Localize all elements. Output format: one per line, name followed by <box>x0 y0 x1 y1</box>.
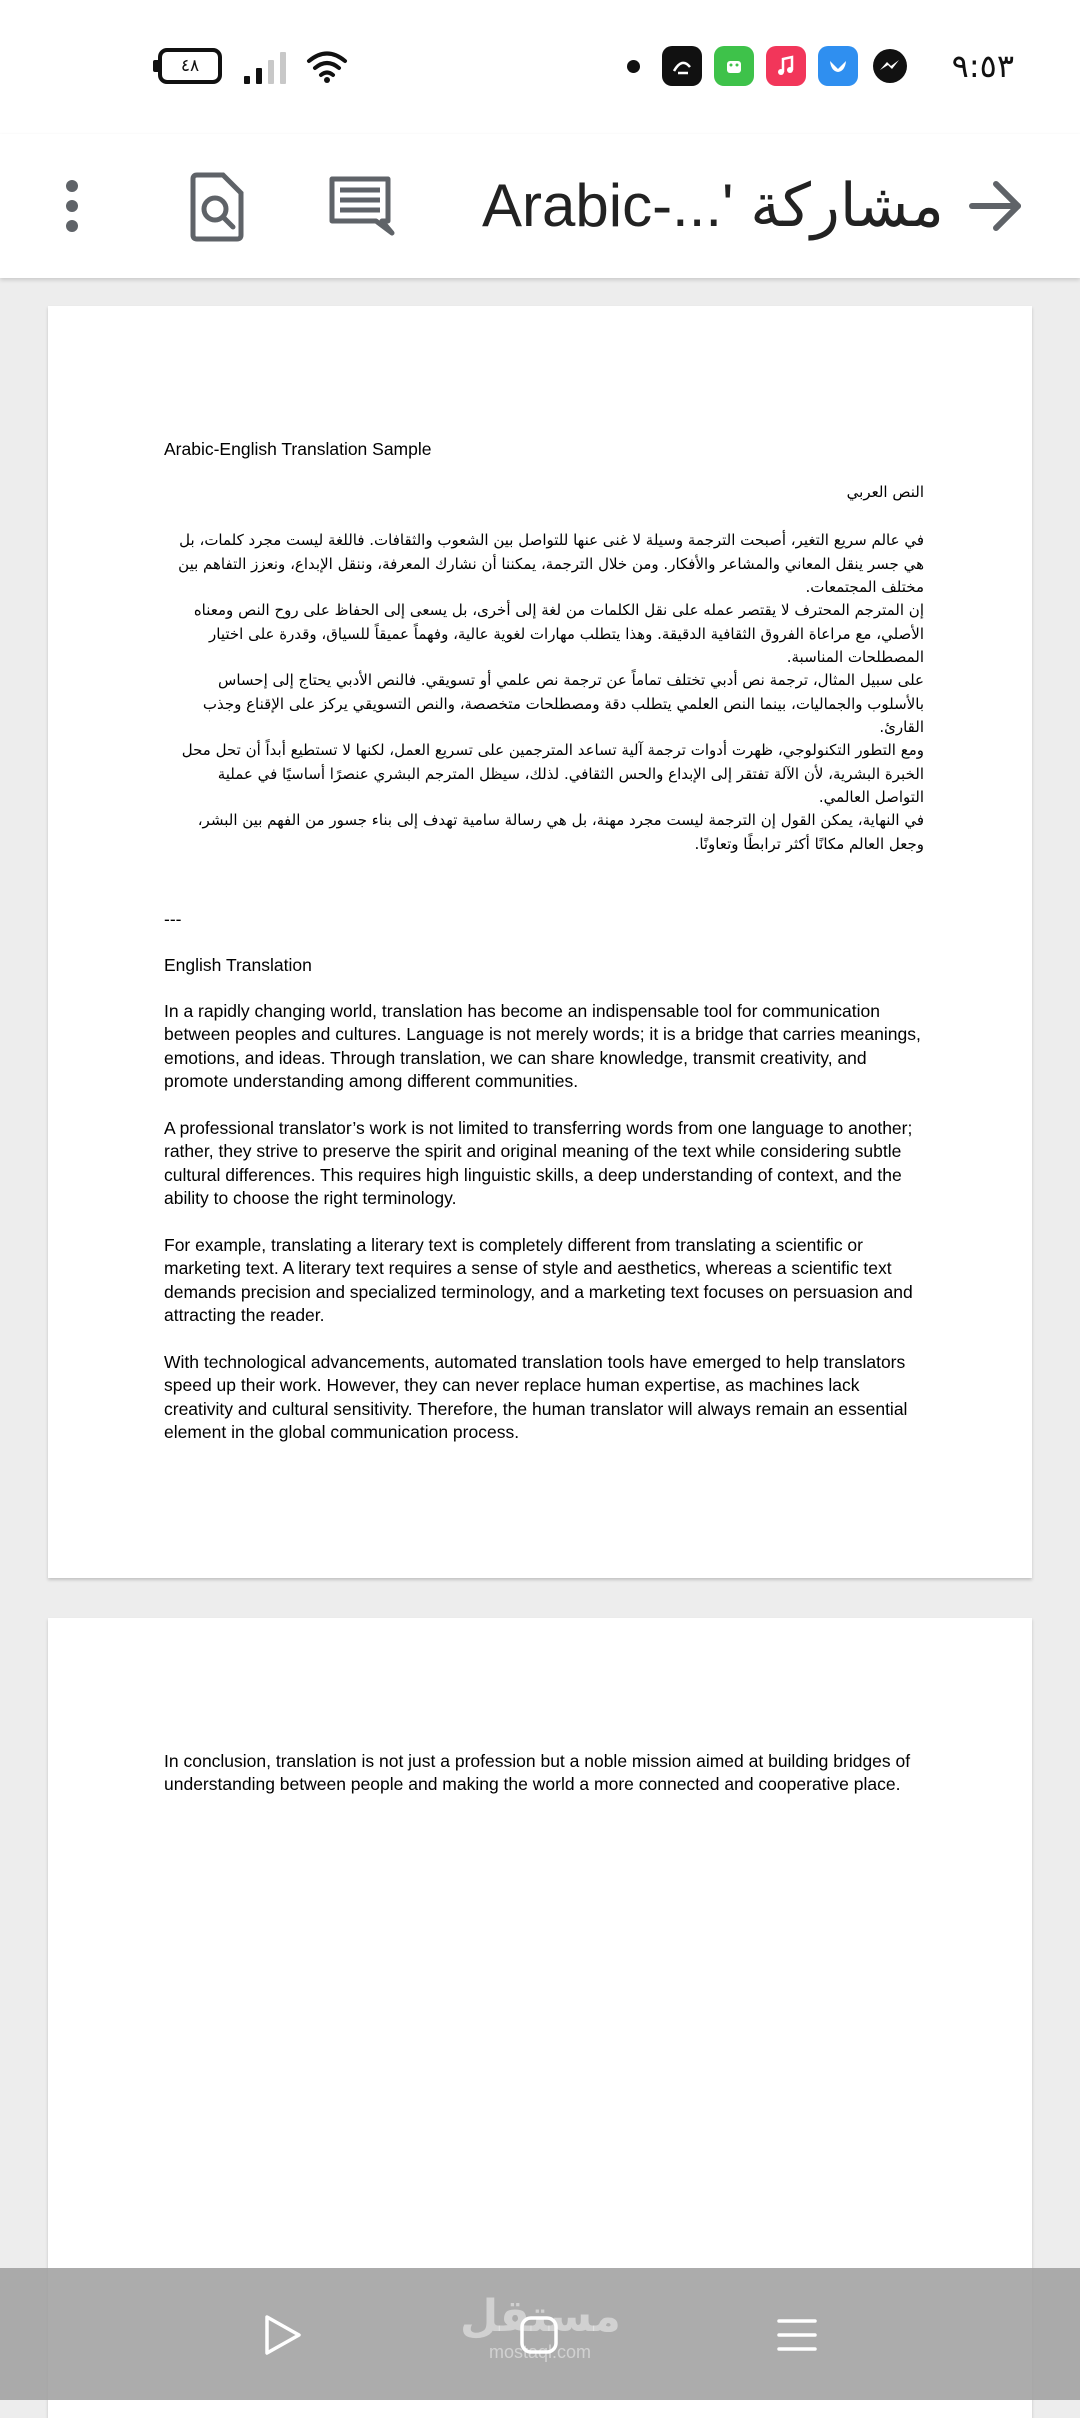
back-button[interactable] <box>960 170 1032 242</box>
nav-home-button[interactable] <box>506 2302 572 2368</box>
english-paragraph-1: In a rapidly changing world, translation has become an indispensable tool for communication between peoples and cultures. Language is not merely words; it is a bridge that carries meanings, emotions, and ideas. Through translation, we can share knowledge, transmit creativity, and promote understanding among different communities. <box>164 1000 921 1091</box>
nav-recents-button[interactable] <box>764 2302 830 2368</box>
arabic-heading: النص العربي <box>846 483 924 501</box>
battery-level: ٤٨ <box>180 56 200 76</box>
document-title: Arabic-...' مشاركة <box>482 172 944 239</box>
english-heading: English Translation <box>164 954 312 975</box>
section-separator: --- <box>164 908 182 929</box>
nav-recents-icon <box>777 2315 817 2355</box>
arrow-forward-icon <box>968 178 1024 234</box>
english-paragraph-4: With technological advancements, automated translation tools have emerged to help translators speed up their work. However, they can never replace human expertise, as machines lack creativity and cultural sensitivity. Therefore, the human translator will always remain an essential element in the global communication process. <box>164 1351 908 1442</box>
notification-dot-icon <box>627 60 640 73</box>
arabic-paragraph-2: إن المترجم المحترف لا يقتصر عمله على نقل الكلمات من لغة إلى أخرى، بل يسعى إلى الحفاظ على روح النص ومعناه الأصلي، مع مراعاة الفروق الثقافية الدقيقة. وهذا يتطلب مهارات لغوية عالية، وفهماً عميقاً للسياق، وقدرة على اختيار المصطلحات المناسبة. <box>193 601 924 666</box>
arabic-paragraph-3: على سبيل المثال، ترجمة نص أدبي تختلف تماماً عن ترجمة نص علمي أو تسويقي. فالنص الأدبي يحتاج إلى إحساس بالأسلوب والجماليات، بينما النص العلمي يتطلب دقة ومصطلحات متخصصة، والنص التسويقي يركز على الإقناع وجذب القارئ. <box>202 671 924 736</box>
comments-button[interactable] <box>318 162 402 252</box>
nav-home-icon <box>518 2314 560 2356</box>
more-vert-icon <box>64 178 80 234</box>
bluesky-icon <box>818 46 858 86</box>
more-options-button[interactable] <box>44 170 100 242</box>
messenger-icon <box>870 46 910 86</box>
watermark-sub: mostaql.com <box>488 2342 592 2362</box>
find-in-document-button[interactable] <box>178 162 256 252</box>
english-paragraph-3: For example, translating a literary text is completely different from translating a scientific or marketing text. A literary text requires a sense of style and aesthetics, whereas a scientific text demands precision and specialized terminology, and a marketing text focuses on persuasion and attracting the reader. <box>164 1234 913 1325</box>
music-app-icon <box>766 46 806 86</box>
status-clock: ٩:٥٣ <box>951 47 1014 85</box>
comment-icon <box>328 175 392 239</box>
quran-app-icon <box>662 46 702 86</box>
cell-signal-icon <box>244 48 292 84</box>
nav-back-icon <box>263 2313 303 2357</box>
android-app-icon <box>714 46 754 86</box>
status-left-group <box>158 48 348 84</box>
arabic-paragraph-4: ومع التطور التكنولوجي، ظهرت أدوات ترجمة آلية تساعد المترجمين على تسريع العمل، لكنها لا تستطيع أبداً أن تحل محل الخبرة البشرية، لأن الآلة تفتقر إلى الإبداع والحس الثقافي. لذلك، سيظل المترجم البشري عنصرًا أساسيًا في عملية التواصل العالمي. <box>181 741 924 806</box>
conclusion-paragraph: In conclusion, translation is not just a profession but a noble mission aimed at building bridges of understanding between people and making the world a more connected and cooperative place. <box>164 1750 911 1794</box>
arabic-paragraph-5: في النهاية، يمكن القول إن الترجمة ليست مجرد مهنة، بل هي رسالة سامية تهدف إلى بناء جسور من الفهم بين البشر، وجعل العالم مكانًا أكثر ترابطًا وتعاونًا. <box>197 811 924 853</box>
system-navigation-bar <box>0 2268 1080 2400</box>
arabic-paragraph-1: في عالم سريع التغير، أصبحت الترجمة وسيلة لا غنى عنها للتواصل بين الشعوب والثقافات. فاللغة ليست مجرد كلمات، بل هي جسر ينقل المعاني والمشاعر والأفكار. ومن خلال الترجمة، يمكننا أن نشارك المعرفة، وننقل الإبداع، ونعزز التفاهم بين مختلف المجتمعات. <box>178 531 924 596</box>
find-in-page-icon <box>189 173 245 241</box>
document-toolbar <box>0 134 1080 278</box>
english-paragraph-2: A professional translator’s work is not limited to transferring words from one language to another; rather, they strive to preserve the spirit and original meaning of the text while considering subtle cultural differences. This requires high linguistic skills, a deep understanding of context, and the ability to choose the right terminology. <box>164 1117 913 1208</box>
battery-icon <box>158 48 222 84</box>
wifi-icon <box>306 49 348 83</box>
nav-back-button[interactable] <box>250 2302 316 2368</box>
document-page-1 <box>48 306 1032 1578</box>
status-bar <box>0 0 1080 134</box>
status-right-group <box>627 46 1014 86</box>
doc-title: Arabic-English Translation Sample <box>164 438 432 459</box>
watermark-main: مستقل <box>460 2291 621 2342</box>
